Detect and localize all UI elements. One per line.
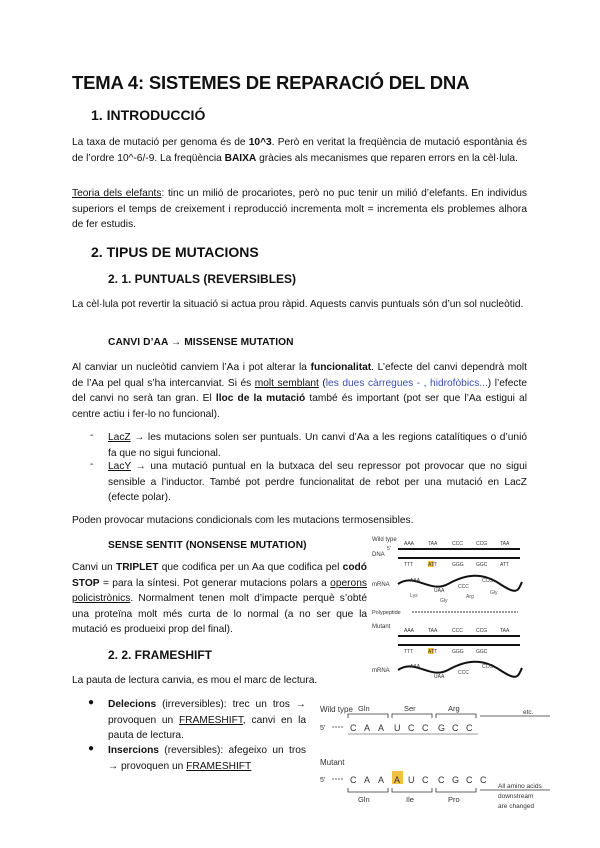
codon-top: CCC [452,541,463,547]
paragraph-frameshift: La pauta de lectura canvia, es mou el marc de lectura. [72,675,318,686]
codon-bracket [392,714,432,718]
nonsense-mutation-figure [370,532,530,682]
bold-span: Insercions [108,745,159,756]
aa-label: Lys [410,593,418,599]
paragraph-missense [72,360,527,422]
text-span: La taxa de mutació per genoma és de [72,137,249,148]
text-span: Canvi un [72,562,116,573]
mrna-codon: CCC [458,584,469,590]
text-span: Al canviar un nucleòtid canviem l’Aa i pot alterar la [72,362,311,373]
text-span: ( [318,377,326,389]
heading-missense: CANVI D’AA → MISSENSE MUTATION [108,337,294,348]
codon-top: CCG [476,541,488,547]
codon-top: CCC [452,628,463,634]
bold-span: 10^3 [248,137,272,148]
text-span: gràcies als mecanismes que reparen errors en la cèl·lula. [256,152,518,164]
text-span: = para la síntesi. Pot generar mutacions polars a [99,577,331,589]
nucleotide: A [364,775,371,785]
codon-bracket [348,714,388,718]
text-span: . Normalment tenen molt d’impacte perquè s’obté una proteïna molt més curta de lo normal (a no ser que la mutació es produeixi prop del final). [72,593,367,636]
codon-bottom: GGC [476,562,488,568]
bold-span: Delecions [108,699,157,710]
bullet-lacy [108,459,527,506]
text-span: (reversibles): afegeixo un tros → provoquen un [108,745,306,772]
frameshift-figure [318,702,553,832]
wt-sequence [350,723,473,733]
codon-bottom: GGG [452,649,464,655]
codon-top: TAA [500,628,510,634]
mrna-codon: CCC [458,670,469,676]
aa-label: Gly [440,598,448,604]
text-span: . L’efecte del canvi dependrà molt de l’Aa pel qual s’ha intercanviat. Si és [72,362,527,389]
bullet-dash: - [90,430,94,441]
text-span: , canvi en la pauta de lectura. [108,714,306,742]
nucleotide: C [438,775,445,785]
underlined-term: LacZ [108,432,131,443]
underlined-term: molt semblant [254,377,319,389]
codon-bottom: TTT [404,649,414,655]
fig2-aa-wt: Arg [448,704,460,713]
nucleotide: U [394,723,401,733]
nucleotide: U [408,775,415,785]
codon-bottom: GGG [452,562,464,568]
fig1-mutant-label: Mutant [372,624,391,630]
codon-top: TAA [500,541,510,547]
codon-bracket [436,788,476,792]
bullet-delecions [108,697,306,744]
codon-bracket [392,788,432,792]
nucleotide: C [466,723,473,733]
codon-bracket [436,714,476,718]
text-span: també és important (pot ser que l’Aa estigui al centre actiu i fer-lo no funcional). [72,393,527,420]
text-span: (irreversibles): trec un tros → provoquen un [108,699,306,726]
nucleotide: G [438,723,446,733]
page-title: TEMA 4: SISTEMES DE REPARACIÓ DEL DNA [72,72,470,93]
underlined-term: FRAMESHIFT [186,760,252,772]
codon-top: AAA [404,628,415,634]
fig2-5prime: 5' [320,725,326,732]
codon-bottom: GGC [476,649,488,655]
aa-label: Arg [466,594,474,600]
codon-bracket [348,788,388,792]
bold-span: BAIXA [224,152,257,164]
nucleotide: A [378,723,385,733]
bullet-dot: ● [88,697,95,708]
fig2-note: downstream [498,793,534,800]
mrna-codon: UAA [434,674,445,680]
fig2-aa-mut: Ile [406,795,414,804]
nucleotide: A [378,775,385,785]
paragraph-elephants [72,186,527,233]
nucleotide: A [394,775,401,785]
text-span: : tinc un milió de procariotes, però no puc tenir un milió d’elefants. En individus superiors el temps de creixement i reproducció incrementa molt = incrementa els problemes alhora de fer estudis. [72,188,528,231]
blue-span: les dues càrregues - , hidrofòbics... [325,377,488,389]
nucleotide: C [452,723,459,733]
nucleotide: C [422,775,429,785]
subsection-heading-puntuals: 2. 1. PUNTUALS (REVERSIBLES) [108,272,297,286]
section-heading-introduccio: 1. INTRODUCCIÓ [91,107,206,123]
mrna-codon: UAA [434,588,445,594]
bullet-dash: - [90,459,94,470]
fig2-note: All amino acids [498,783,542,790]
fig1-wild-type-label: Wild type [372,537,397,543]
fig2-aa-mut: Gln [358,795,370,804]
text-span: . Però en veritat la freqüència de mutació espontània és de l’ordre 10^-6/-9. La freqüència [72,137,527,164]
heading-nonsense: SENSE SENTIT (NONSENSE MUTATION) [108,540,307,551]
codon-bottom: TTT [404,562,414,568]
codon-bottom: ATT [428,649,438,655]
fig2-aa-wt: Ser [404,704,416,713]
codon-top: AAA [404,541,415,547]
section-heading-tipus: 2. TIPUS DE MUTACIONS [91,244,259,260]
nucleotide: C [350,723,357,733]
paragraph-nonsense [72,560,367,638]
fig1-dna-label: DNA [372,552,385,558]
text-span: → les mutacions solen ser puntuals. Un canvi d’Aa a les regions catalítiques o d’unió fa que no sigui funcional. [108,432,527,459]
paragraph-condicionals: Poden provocar mutacions condicionals com les mutacions termosensibles. [72,515,414,526]
fig1-polypeptide-label: Polypeptide [372,610,401,616]
fig2-wild-type-label: Wild type [320,705,353,714]
codon-top: TAA [428,628,438,634]
text-span: que codifica per un Aa que codifica pel [158,562,343,573]
paragraph-mutation-rate [72,135,527,166]
codon-top: CCG [476,628,488,634]
fig2-5prime-mutant: 5' [320,777,326,784]
nucleotide: C [480,775,487,785]
codon-bottom: ATT [428,562,438,568]
bold-span: TRIPLET [115,562,159,573]
mrna-codon: AAA [410,578,421,584]
codon-bottom: ATT [500,562,510,568]
bullet-lacz [108,430,527,461]
bold-span: codó STOP [72,562,367,589]
bullet-dot: ● [88,743,95,754]
fig2-mutant-label: Mutant [320,758,345,767]
mrna-codon: CCG [482,664,494,670]
mrna-codon: AAA [410,664,421,670]
fig1-5prime: 5' [387,546,391,552]
fig1-mrna-label: mRNA [372,582,390,588]
bold-span: lloc de la mutació [215,393,306,405]
bold-span: funcionalitat [310,362,372,373]
fig2-note: are changed [498,803,535,810]
nucleotide: C [466,775,473,785]
fig2-aa-wt: Gln [358,704,370,713]
paragraph-puntuals: La cèl·lula pot revertir la situació si actua prou ràpid. Aquests canvis puntuals són d’un sol nucleòtid. [72,299,524,310]
fig1-mrna-label-mutant: mRNA [372,668,390,674]
nucleotide: C [350,775,357,785]
underlined-term: operons policistrònics [72,577,367,605]
bullet-insercions [108,743,306,774]
underlined-term: Teoria dels elefants [72,188,162,199]
nucleotide: C [422,723,429,733]
underlined-term: LacY [108,461,132,472]
mutant-sequence [350,775,487,785]
subsection-heading-frameshift: 2. 2. FRAMESHIFT [108,648,213,662]
aa-label: Gly [490,590,498,596]
codon-top: TAA [428,541,438,547]
fig2-aa-mut: Pro [448,795,460,804]
nucleotide: G [452,775,460,785]
nucleotide: A [364,723,371,733]
nucleotide: C [408,723,415,733]
mrna-codon: CCG [482,578,494,584]
text-span: ) l’efecte del canvi no serà tan gran. El [72,377,527,405]
text-span: → una mutació puntual en la butxaca del seu repressor pot provocar que no sigui sensible a l’inductor. També pot perdre funcionalitat de rebot per una mutació en LacZ (efecte polar). [108,461,527,504]
underlined-term: FRAMESHIFT [178,714,243,726]
fig2-etc: etc. [523,709,534,716]
